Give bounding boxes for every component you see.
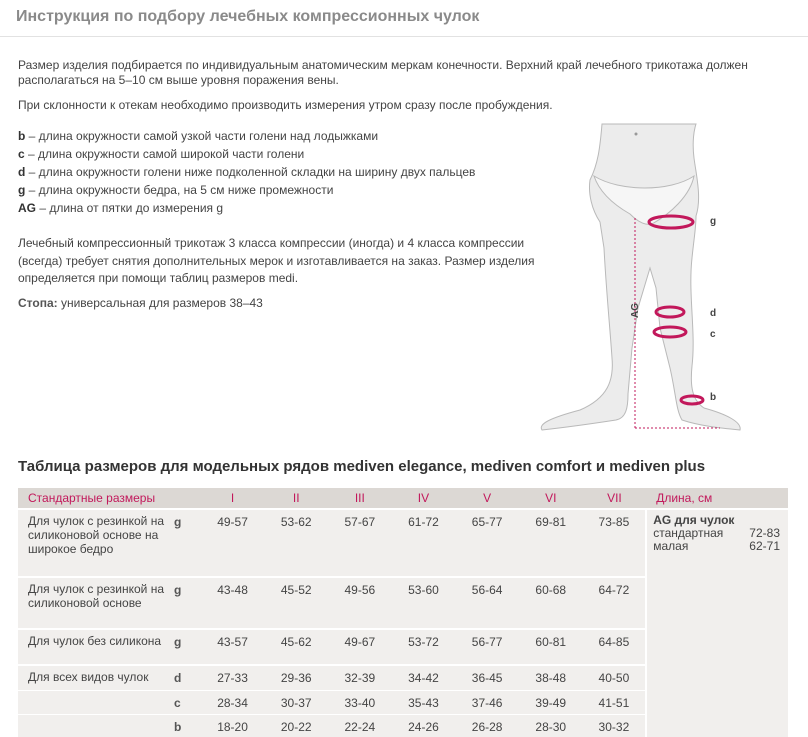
size-value: 20-22 (264, 715, 328, 737)
size-value: 34-42 (392, 665, 456, 691)
size-value: 60-81 (519, 629, 583, 665)
table-header-row (18, 488, 788, 509)
size-value: 53-60 (392, 577, 456, 629)
row-measure: g (172, 509, 201, 577)
table-row (18, 509, 788, 577)
size-value: 30-37 (264, 691, 328, 715)
size-value: 32-39 (328, 665, 392, 691)
size-value: 33-40 (328, 691, 392, 715)
ag-label: AG (630, 303, 641, 318)
intro-paragraph: Размер изделия подбирается по индивидуальным анатомическим меркам конечности. Верхний край лечебного трикотажа должен располагаться на 5–10 см выше уровня поражения вены. (18, 58, 748, 87)
size-value: 56-64 (455, 577, 519, 629)
page-title: Инструкция по подбору лечебных компрессионных чулок (16, 8, 480, 25)
size-value: 29-36 (264, 665, 328, 691)
definition-g: g – длина окружности бедра, на 5 см ниже промежности (18, 183, 334, 197)
header-size: I (201, 488, 265, 509)
size-value: 38-48 (519, 665, 583, 691)
row-label (18, 715, 172, 737)
ag-title: AG для чулок (653, 513, 735, 527)
ag-small-row: малая 62-71 (653, 539, 780, 553)
row-measure: g (172, 629, 201, 665)
size-value: 69-81 (519, 509, 583, 577)
size-value: 26-28 (455, 715, 519, 737)
size-value: 45-62 (264, 629, 328, 665)
size-value: 40-50 (583, 665, 647, 691)
size-value: 22-24 (328, 715, 392, 737)
size-value: 65-77 (455, 509, 519, 577)
morning-note: При склонности к отекам необходимо производить измерения утром сразу после пробуждения. (18, 98, 553, 112)
size-value: 36-45 (455, 665, 519, 691)
foot-size-note: Стопа: универсальная для размеров 38–43 (18, 296, 263, 310)
size-value: 49-56 (328, 577, 392, 629)
g-label: g (710, 216, 717, 227)
header-size: IV (392, 488, 456, 509)
size-value: 18-20 (201, 715, 265, 737)
row-measure: g (172, 577, 201, 629)
size-value: 37-46 (455, 691, 519, 715)
size-value: 53-72 (392, 629, 456, 665)
header-length: Длина, см (646, 488, 788, 509)
size-value: 41-51 (583, 691, 647, 715)
size-value: 64-85 (583, 629, 647, 665)
row-measure: d (172, 665, 201, 691)
definition-c: c – длина окружности самой широкой части голени (18, 147, 305, 161)
size-value: 73-85 (583, 509, 647, 577)
size-value: 64-72 (583, 577, 647, 629)
size-value: 35-43 (392, 691, 456, 715)
row-label: Для чулок без силикона (18, 629, 172, 665)
size-value: 53-62 (264, 509, 328, 577)
row-label: Для всех видов чулок (18, 665, 172, 691)
header-size: II (264, 488, 328, 509)
ag-standard-row: стандартная 72-83 (653, 526, 780, 540)
size-value: 24-26 (392, 715, 456, 737)
header-standard-sizes: Стандартные размеры (18, 488, 201, 509)
row-measure: b (172, 715, 201, 737)
body-silhouette (541, 124, 740, 430)
size-value: 60-68 (519, 577, 583, 629)
size-value: 28-34 (201, 691, 265, 715)
title-divider (0, 36, 808, 37)
ag-length-cell (646, 509, 788, 737)
d-label: d (710, 308, 717, 319)
size-value: 56-77 (455, 629, 519, 665)
definition-ag: AG – длина от пятки до измерения g (18, 201, 224, 215)
row-measure: c (172, 691, 201, 715)
size-value: 30-32 (583, 715, 647, 737)
c-label: c (710, 329, 716, 340)
navel (635, 133, 638, 136)
b-label: b (710, 392, 717, 403)
definition-d: d – длина окружности голени ниже подколенной складки на ширину двух пальцев (18, 165, 476, 179)
size-table (18, 488, 788, 737)
table-title: Таблица размеров для модельных рядов mediven elegance, mediven comfort и mediven plus (18, 458, 706, 475)
size-value: 39-49 (519, 691, 583, 715)
size-value: 45-52 (264, 577, 328, 629)
size-value: 49-57 (201, 509, 265, 577)
compression-class-note: Лечебный компрессионный трикотаж 3 класса компрессии (иногда) и 4 класса компрессии (всегда) требует снятия дополнительных мерок и изготавливается на заказ. Размер изделия определяется при помощи таблиц размеров medi. (18, 236, 535, 285)
size-value: 43-48 (201, 577, 265, 629)
size-value: 43-57 (201, 629, 265, 665)
row-label: Для чулок с резинкой на силиконовой основе на широкое бедро (18, 509, 172, 577)
measurement-definitions (18, 127, 475, 217)
size-value: 57-67 (328, 509, 392, 577)
size-value: 49-67 (328, 629, 392, 665)
header-size: V (455, 488, 519, 509)
size-value: 61-72 (392, 509, 456, 577)
header-size: III (328, 488, 392, 509)
size-value: 28-30 (519, 715, 583, 737)
header-size: VII (583, 488, 647, 509)
size-value: 27-33 (201, 665, 265, 691)
leg-measurement-diagram (520, 118, 750, 438)
row-label (18, 691, 172, 715)
definition-b: b – длина окружности самой узкой части голени над лодыжками (18, 129, 379, 143)
row-label: Для чулок с резинкой на силиконовой основе (18, 577, 172, 629)
header-size: VI (519, 488, 583, 509)
